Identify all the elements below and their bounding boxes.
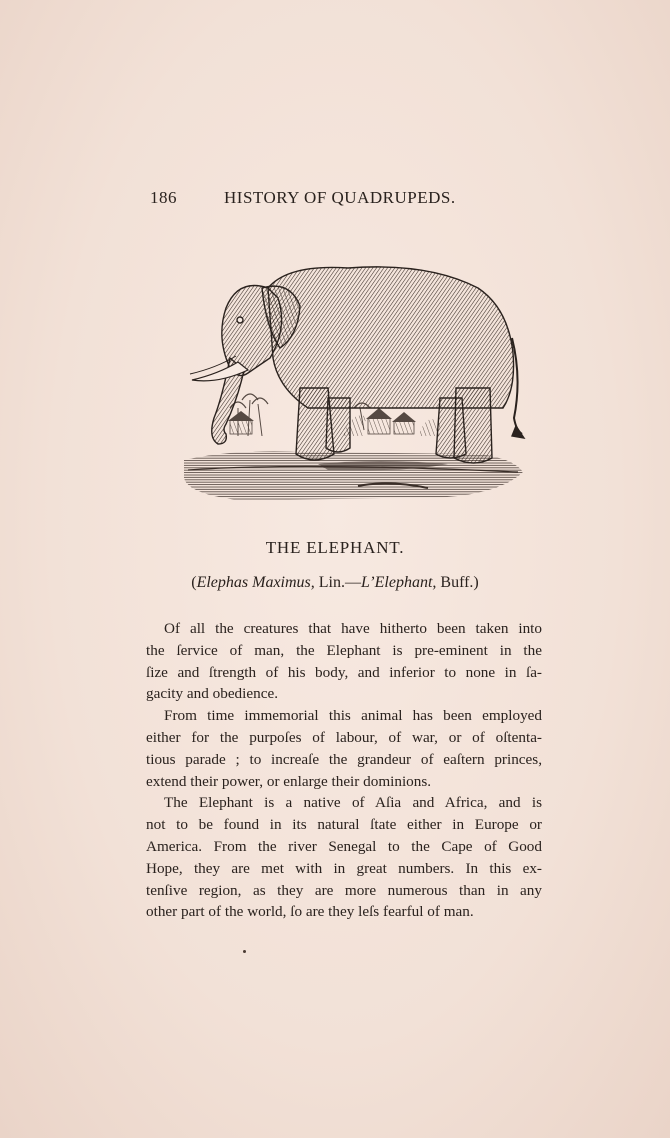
text-line: Hope, they are met with in great numbers. In this ex-: [146, 859, 542, 877]
paragraph-2: [146, 705, 542, 792]
text-line: gacity and obedience.: [146, 685, 278, 703]
text-line: tious parade ; to increaſe the grandeur of eaſtern princes,: [146, 750, 542, 768]
authority-buffon: Buff.): [436, 574, 479, 591]
text-line: the ſervice of man, the Elephant is pre-eminent in the: [146, 641, 542, 659]
text-line: Of all the creatures that have hitherto been taken into: [164, 620, 542, 637]
paragraph-1: [146, 618, 542, 705]
page-number: 186: [150, 188, 177, 207]
text-line: From time immemorial this animal has been employed: [164, 707, 542, 725]
binomial-name: [0, 574, 670, 592]
text-line: either for the purpoſes of labour, of war, or of oſtenta-: [146, 728, 542, 746]
text-line: ſize and ſtrength of his body, and inferior to none in ſa-: [146, 663, 542, 681]
figure-caption: THE ELEPHANT.: [265, 538, 405, 557]
page-header: [150, 188, 480, 214]
paragraph-3: [146, 792, 542, 923]
text-line: extend their power, or enlarge their dominions.: [146, 772, 432, 790]
text-line: America. From the river Senegal to the Cape of Good: [146, 837, 542, 855]
text-line: other part of the world, ſo are they leſs fearful of man.: [146, 903, 474, 921]
french-name: L’Elephant,: [360, 574, 437, 591]
binomial-open-paren: (: [191, 574, 197, 591]
authority-linnaeus: Lin.—: [314, 574, 361, 591]
elephant-engraving: [178, 258, 528, 513]
text-line: not to be found in its natural ſtate either in Europe or: [146, 816, 542, 834]
ink-speck: [243, 950, 246, 953]
text-line: The Elephant is a native of Aſia and Africa, and is: [164, 794, 542, 812]
running-head: HISTORY OF QUADRUPEDS.: [224, 188, 456, 207]
body-text: [146, 618, 542, 923]
latin-name: Elephas Maximus,: [196, 574, 315, 591]
text-line: tenſive region, as they are more numerous than in any: [146, 881, 542, 899]
